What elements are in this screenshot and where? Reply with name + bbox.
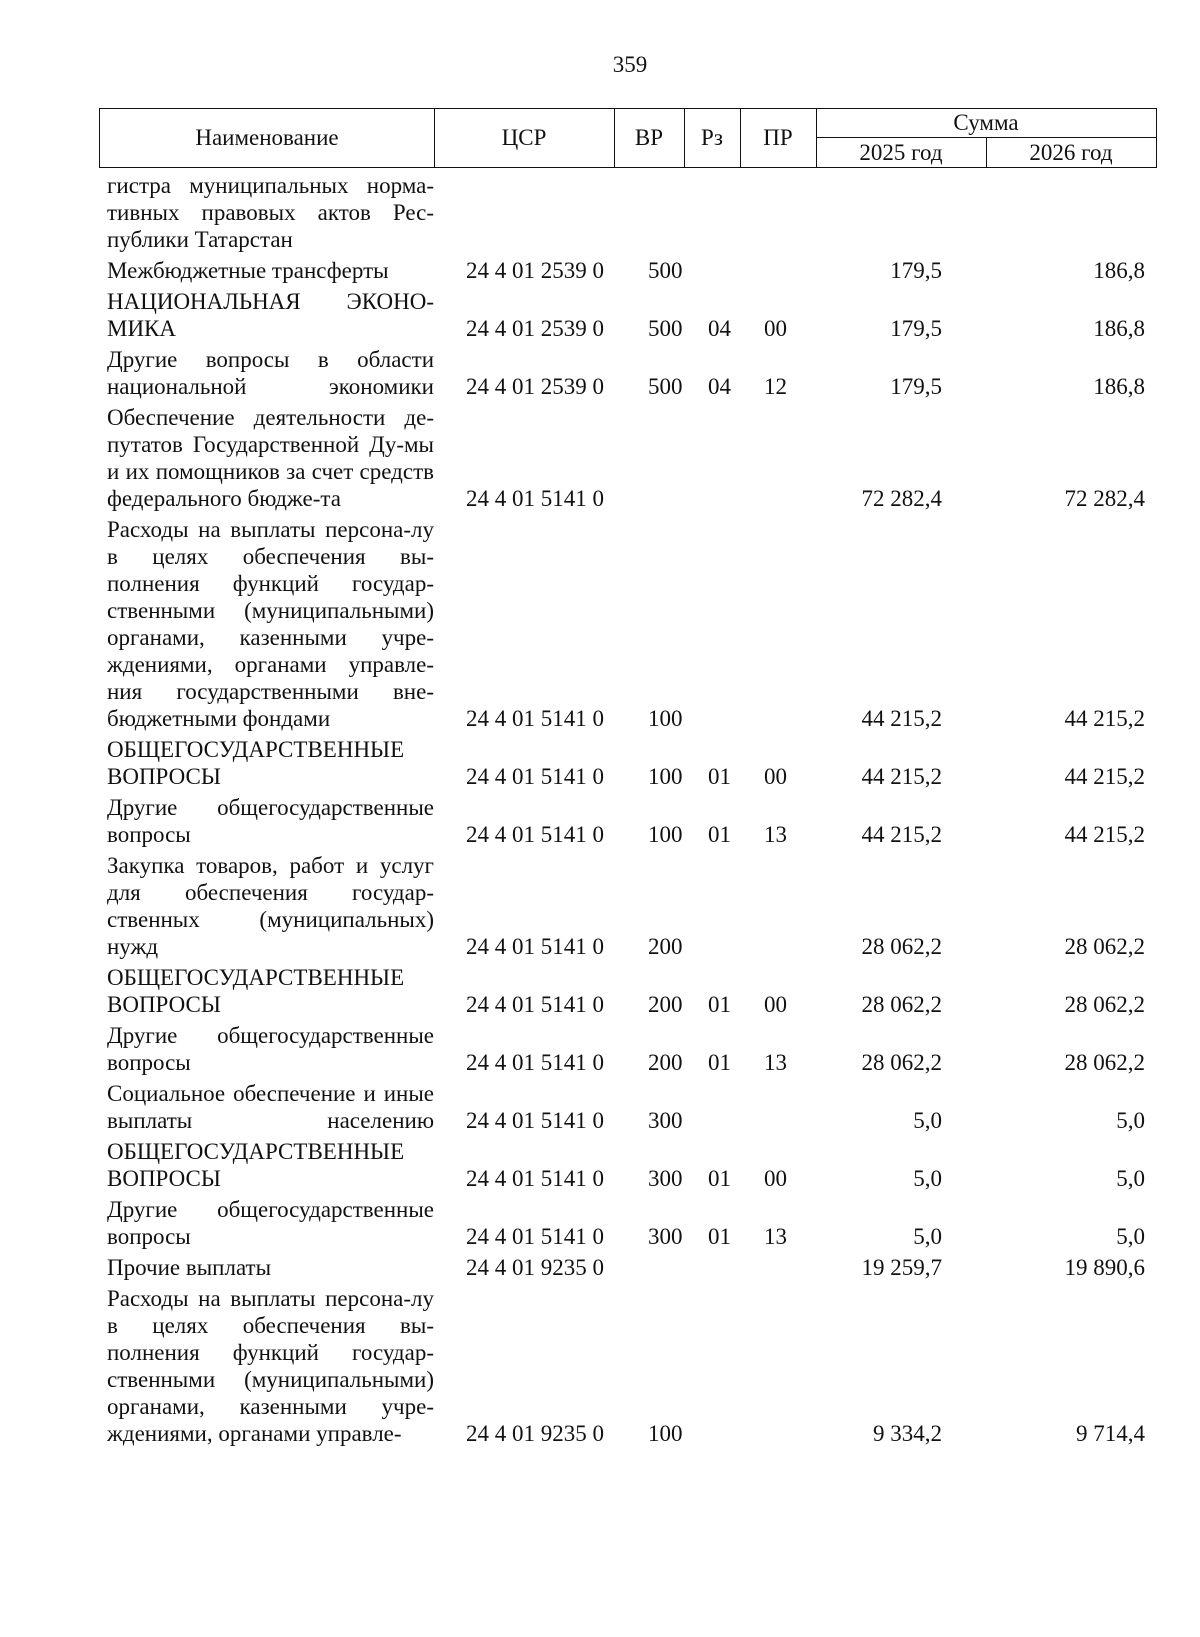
- row-csr: 24 4 01 5141 0: [466, 1224, 604, 1249]
- row-name: ОБЩЕГОСУДАРСТВЕННЫЕ ВОПРОСЫ: [107, 737, 405, 789]
- row-sum-2026: 28 062,2: [1064, 992, 1145, 1017]
- row-sum-2026: 44 215,2: [1064, 764, 1145, 789]
- header-vr: ВР: [634, 125, 664, 150]
- row-sum-2026: 72 282,4: [1064, 486, 1145, 511]
- header-year-2026: 2026 год: [1029, 139, 1113, 165]
- row-sum-2025: 5,0: [913, 1224, 942, 1249]
- row-vr: 300: [648, 1108, 683, 1133]
- table-row: [99, 794, 1157, 848]
- row-name: Прочие выплаты: [107, 1255, 272, 1280]
- row-sum-2025: 179,5: [890, 374, 942, 399]
- row-pr: 12: [764, 374, 787, 399]
- row-name: ОБЩЕГОСУДАРСТВЕННЫЕ ВОПРОСЫ: [107, 1139, 405, 1191]
- table-row: [99, 516, 1157, 732]
- table-row: [99, 172, 1157, 253]
- row-csr: 24 4 01 2539 0: [466, 374, 604, 399]
- row-sum-2025: 179,5: [890, 316, 942, 341]
- page-number: 359: [612, 52, 648, 77]
- row-sum-2025: 44 215,2: [861, 822, 942, 847]
- row-sum-2026: 28 062,2: [1064, 1050, 1145, 1075]
- table-row: [99, 1196, 1157, 1250]
- row-pr: 13: [764, 822, 787, 847]
- row-name: Социальное обеспечение и иные выплаты населению: [107, 1081, 434, 1133]
- row-sum-2026: 9 714,4: [1076, 1421, 1145, 1446]
- table-row: [99, 1080, 1157, 1134]
- row-sum-2025: 19 259,7: [861, 1255, 942, 1280]
- row-vr: 300: [648, 1224, 683, 1249]
- table-row: [99, 288, 1157, 342]
- header-pr: ПР: [763, 125, 793, 150]
- row-vr: 100: [648, 822, 683, 847]
- row-name: Другие общегосударственные вопросы: [107, 1023, 434, 1075]
- row-sum-2025: 44 215,2: [861, 706, 942, 731]
- row-sum-2025: 5,0: [913, 1166, 942, 1191]
- row-vr: 500: [648, 374, 683, 399]
- row-pr: 00: [764, 992, 787, 1017]
- table-row: [99, 1285, 1157, 1447]
- row-name: Закупка товаров, работ и услуг для обеспечения государ-ственных (муниципальных) нужд: [107, 853, 434, 959]
- header-sum: Сумма: [953, 110, 1019, 135]
- header-name: Наименование: [195, 125, 339, 150]
- row-vr: 100: [648, 706, 683, 731]
- row-csr: 24 4 01 5141 0: [466, 1108, 604, 1133]
- table-row: [99, 346, 1157, 400]
- row-sum-2026: 19 890,6: [1064, 1255, 1145, 1280]
- row-rz: 01: [708, 822, 731, 847]
- row-pr: 00: [764, 1166, 787, 1191]
- row-rz: 01: [708, 764, 731, 789]
- row-name: Межбюджетные трансферты: [107, 258, 389, 283]
- table-row: [99, 257, 1157, 284]
- row-vr: 300: [648, 1166, 683, 1191]
- row-pr: 00: [764, 764, 787, 789]
- row-csr: 24 4 01 2539 0: [466, 316, 604, 341]
- row-sum-2025: 179,5: [890, 258, 942, 283]
- table-row: [99, 1138, 1157, 1192]
- row-vr: 500: [648, 316, 683, 341]
- row-vr: 200: [648, 1050, 683, 1075]
- table-row: [99, 1254, 1157, 1281]
- row-rz: 01: [708, 992, 731, 1017]
- row-vr: 100: [648, 764, 683, 789]
- row-name: Расходы на выплаты персона-лу в целях обеспечения вы-полнения функций государ-ственными (муниципальными) органами, казенными учре-ждениями, органами управле-: [107, 1286, 434, 1446]
- row-vr: 200: [648, 992, 683, 1017]
- row-pr: 00: [764, 316, 787, 341]
- row-rz: 01: [708, 1166, 731, 1191]
- row-csr: 24 4 01 9235 0: [466, 1255, 604, 1280]
- row-sum-2025: 72 282,4: [861, 486, 942, 511]
- row-csr: 24 4 01 5141 0: [466, 934, 604, 959]
- header-rz: Рз: [701, 125, 723, 150]
- row-sum-2025: 28 062,2: [861, 1050, 942, 1075]
- row-csr: 24 4 01 2539 0: [466, 258, 604, 283]
- row-sum-2026: 5,0: [1116, 1224, 1145, 1249]
- table-row: [99, 404, 1157, 512]
- row-csr: 24 4 01 5141 0: [466, 486, 604, 511]
- row-csr: 24 4 01 5141 0: [466, 822, 604, 847]
- table-header: [99, 108, 1157, 168]
- row-sum-2026: 44 215,2: [1064, 822, 1145, 847]
- row-rz: 04: [708, 316, 731, 341]
- row-vr: 100: [648, 1421, 683, 1446]
- row-csr: 24 4 01 5141 0: [466, 992, 604, 1017]
- table-body: [99, 172, 1157, 1451]
- row-rz: 01: [708, 1224, 731, 1249]
- row-csr: 24 4 01 5141 0: [466, 1050, 604, 1075]
- row-pr: 13: [764, 1224, 787, 1249]
- row-rz: 01: [708, 1050, 731, 1075]
- table-row: [99, 964, 1157, 1018]
- row-name: Другие вопросы в области национальной экономики: [107, 347, 434, 399]
- row-sum-2025: 44 215,2: [861, 764, 942, 789]
- row-name: ОБЩЕГОСУДАРСТВЕННЫЕ ВОПРОСЫ: [107, 965, 405, 1017]
- row-sum-2026: 5,0: [1116, 1108, 1145, 1133]
- row-sum-2025: 28 062,2: [861, 992, 942, 1017]
- table-row: [99, 852, 1157, 960]
- row-sum-2026: 186,8: [1093, 374, 1145, 399]
- header-csr: ЦСР: [501, 125, 547, 150]
- row-sum-2025: 9 334,2: [873, 1421, 942, 1446]
- row-name: Расходы на выплаты персона-лу в целях обеспечения вы-полнения функций государ-ственными (муниципальными) органами, казенными учре-ждениями, органами управле-ния государственными вне-бюджетными фондами: [107, 517, 434, 731]
- table-row: [99, 736, 1157, 790]
- row-sum-2026: 186,8: [1093, 316, 1145, 341]
- row-csr: 24 4 01 9235 0: [466, 1421, 604, 1446]
- row-name: гистра муниципальных норма-тивных правовых актов Рес-публики Татарстан: [107, 173, 434, 252]
- table-row: [99, 1022, 1157, 1076]
- row-sum-2025: 5,0: [913, 1108, 942, 1133]
- row-sum-2026: 28 062,2: [1064, 934, 1145, 959]
- row-csr: 24 4 01 5141 0: [466, 764, 604, 789]
- row-csr: 24 4 01 5141 0: [466, 1166, 604, 1191]
- row-sum-2026: 44 215,2: [1064, 706, 1145, 731]
- row-sum-2026: 5,0: [1116, 1166, 1145, 1191]
- row-name: Другие общегосударственные вопросы: [107, 795, 434, 847]
- row-pr: 13: [764, 1050, 787, 1075]
- row-name: Другие общегосударственные вопросы: [107, 1197, 434, 1249]
- row-name: Обеспечение деятельности де-путатов Государственной Ду-мы и их помощников за счет средств федерального бюдже-та: [107, 405, 434, 511]
- row-vr: 200: [648, 934, 683, 959]
- row-sum-2025: 28 062,2: [861, 934, 942, 959]
- row-rz: 04: [708, 374, 731, 399]
- row-csr: 24 4 01 5141 0: [466, 706, 604, 731]
- row-sum-2026: 186,8: [1093, 258, 1145, 283]
- header-year-2025: 2025 год: [859, 139, 943, 165]
- row-name: НАЦИОНАЛЬНАЯ ЭКОНО-МИКА: [107, 289, 434, 341]
- row-vr: 500: [648, 258, 683, 283]
